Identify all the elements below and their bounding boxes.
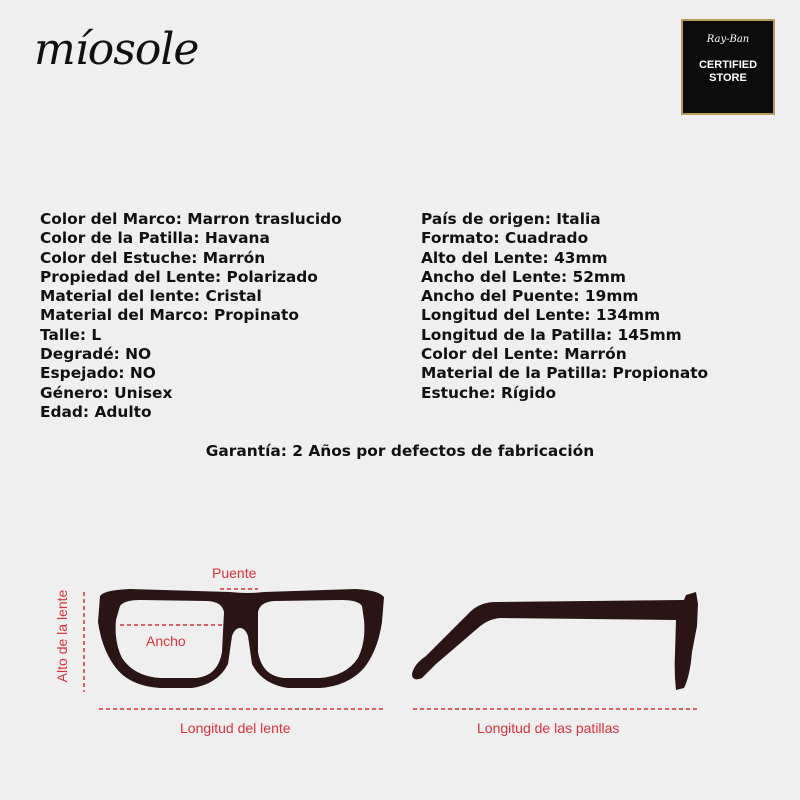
spec-item: Material de la Patilla: Propionato	[421, 364, 709, 383]
spec-item: Longitud del Lente: 134mm	[421, 306, 661, 325]
spec-item: Degradé: NO	[40, 345, 152, 364]
spec-item: País de origen: Italia	[421, 210, 601, 228]
warranty-text: Garantía: 2 Años por defectos de fabricación	[205, 442, 595, 460]
spec-item: Propiedad del Lente: Polarizado	[40, 267, 318, 286]
spec-item: Talle: L	[40, 325, 102, 344]
spec-item: Color de la Patilla: Havana	[40, 229, 270, 248]
glasses-side-temple	[412, 592, 698, 690]
spec-item: Color del Estuche: Marrón	[40, 248, 266, 267]
bridge-label: Puente	[212, 565, 257, 581]
brand-logo: míosole	[34, 24, 199, 75]
spec-item: Estuche: Rígido	[421, 383, 557, 402]
spec-item: Longitud de la Patilla: 145mm	[421, 325, 682, 344]
spec-item: Material del Marco: Propinato	[40, 306, 299, 325]
height-label: Alto de la lente	[54, 589, 70, 683]
spec-item: Formato: Cuadrado	[421, 229, 589, 248]
spec-item: Alto del Lente: 43mm	[421, 248, 608, 267]
temple-length-label: Longitud de las patillas	[477, 720, 620, 736]
width-label: Ancho	[146, 633, 186, 649]
badge-brand-logo: Ray-Ban	[706, 34, 750, 45]
spec-item: Ancho del Puente: 19mm	[421, 287, 639, 306]
spec-item: Género: Unisex	[40, 383, 173, 402]
badge-text: CERTIFIED STORE	[698, 59, 758, 84]
spec-item: Material del lente: Cristal	[40, 287, 262, 306]
spec-item: Espejado: NO	[40, 364, 156, 383]
spec-item: Ancho del Lente: 52mm	[421, 267, 626, 286]
spec-item: Color del Lente: Marrón	[421, 345, 627, 364]
lens-length-label: Longitud del lente	[180, 720, 291, 736]
spec-item: Edad: Adulto	[40, 402, 152, 421]
spec-item: Color del Marco: Marron traslucido	[40, 210, 342, 228]
glasses-front-frame	[98, 589, 384, 688]
